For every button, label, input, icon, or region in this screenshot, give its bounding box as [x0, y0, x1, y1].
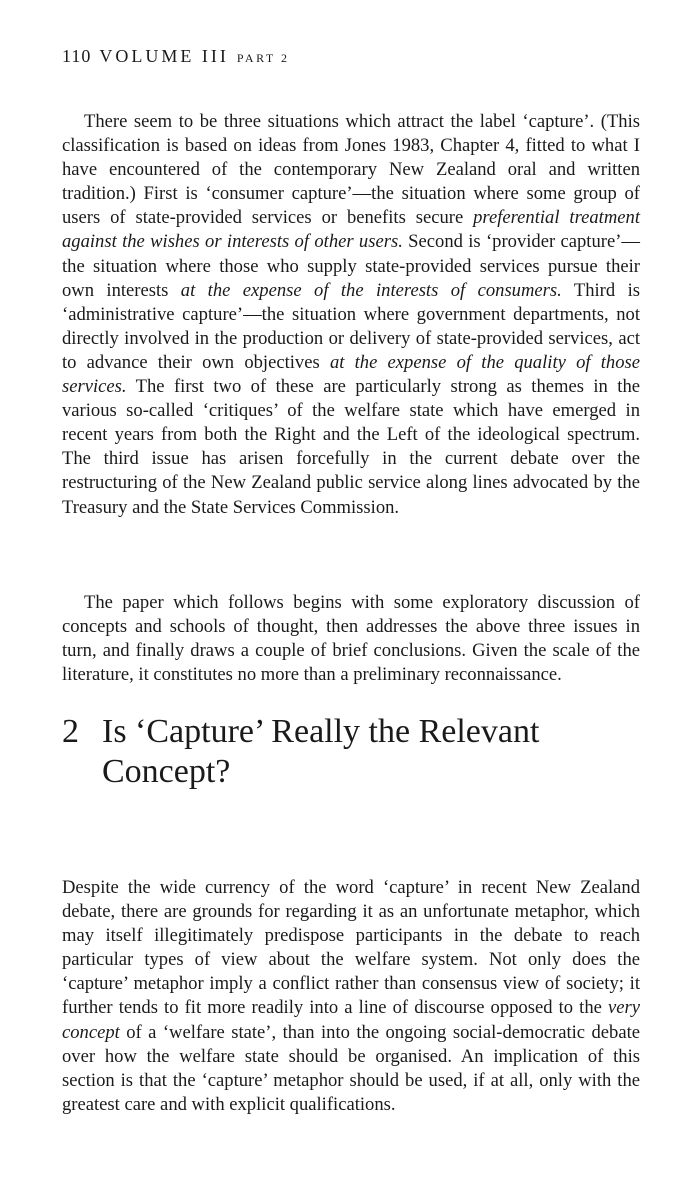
text-run: Despite the wide currency of the word ‘capture’ in recent New Zealand debate, there are grounds for regarding it as an unfortunate metaphor, which may itself illegitimately predispose participants in the debate to reach particular types of view about the welfare system. Not only does the ‘capture’ metaphor imply a conflict rather than consensus view of society; it further tends to fit more readily into a line of discourse opposed to the: [62, 877, 640, 1019]
section-number: 2: [62, 713, 79, 750]
paragraph-text: The paper which follows begins with some exploratory discussion of concepts and schools of thought, then addresses the above three issues in turn, and finally draws a couple of brief conclusions. Given the scale of the literature, it constitutes no more than a preliminary reconnaissance.: [62, 592, 640, 686]
emphasis-text: very concept: [62, 997, 640, 1043]
paragraph-capture-metaphor: [62, 876, 640, 1117]
emphasis-text: at the expense of the interests of consumers.: [180, 279, 562, 301]
paragraph-text: [62, 110, 640, 520]
emphasis-text: at the expense of the quality of those services.: [62, 351, 641, 398]
part-label: PART 2: [236, 51, 290, 65]
section-title: Is ‘Capture’ Really the Relevant Concept?: [102, 713, 540, 790]
page-number: 110: [62, 46, 92, 66]
running-header: [62, 46, 289, 67]
text-run: Third is ‘administrative capture’—the situation where government departments, not directly involved in the production or delivery of state-provided services, act to advance their own objectives: [62, 279, 640, 373]
emphasis-text: preferential treatment against the wishes or interests of other users.: [62, 207, 640, 253]
paragraph-paper-outline: [62, 591, 640, 687]
text-run: Second is ‘provider capture’—the situation where those who supply state-provided services pursue their own interests: [62, 231, 640, 301]
volume-label: VOLUME III: [99, 46, 229, 66]
paragraph-capture-situations: [62, 110, 640, 520]
section-heading: [62, 712, 640, 792]
text-run: There seem to be three situations which attract the label ‘capture’. (This classification is based on ideas from Jones 1983, Chapter 4, fitted to what I have encountered of the contemporary New Zealand oral and written tradition.) First is ‘consumer capture’—the situation where some group of users of state-provided services or benefits secure: [62, 111, 640, 229]
paragraph-text: [62, 876, 640, 1117]
text-run: The first two of these are particularly strong as themes in the various so-called ‘critiques’ of the welfare state which have emerged in recent years from both the Right and the Left of the ideological spectrum. The third issue has arisen forcefully in the current debate over the restructuring of the New Zealand public service along lines advocated by the Treasury and the State Services Commission.: [62, 376, 640, 518]
text-run: of a ‘welfare state’, than into the ongoing social-democratic debate over how the welfare state should be organised. An implication of this section is that the ‘capture’ metaphor should be used, if at all, only with the greatest care and with explicit qualifications.: [62, 1021, 640, 1115]
